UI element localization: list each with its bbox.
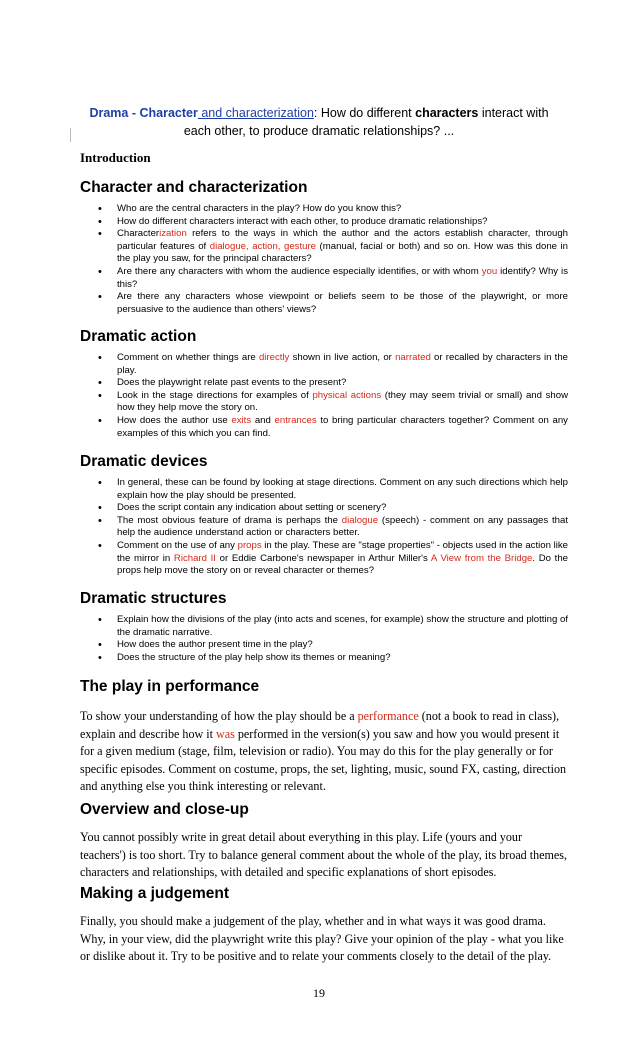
bullet-icon: • — [98, 377, 102, 390]
list-item-text: to bring particular characters together? Comment on any examples of this which you can find. — [117, 414, 568, 439]
list-item — [80, 415, 568, 440]
list-item-text: Comment on whether things are — [117, 352, 259, 363]
section-judgement — [80, 884, 568, 966]
bullet-list — [80, 614, 568, 664]
bullet-icon: • — [98, 389, 102, 402]
highlight-text: entrances — [274, 414, 317, 426]
list-item — [80, 477, 568, 502]
title-line2: each other, to produce dramatic relationships? ... — [183, 124, 455, 138]
list-item — [80, 266, 568, 291]
bullet-icon: • — [98, 352, 102, 364]
section-character — [80, 178, 568, 316]
page-title — [84, 104, 554, 140]
paragraph — [80, 708, 568, 796]
highlight-text: ization — [159, 228, 187, 240]
title-characters: characters — [415, 106, 479, 120]
highlight-text: exits — [231, 414, 252, 426]
bullet-icon: • — [98, 414, 102, 427]
list-item-text: and — [251, 414, 275, 426]
highlight-text: you — [481, 265, 498, 277]
list-item-text: identify? Why is this? — [117, 265, 568, 290]
list-item-text: Look in the stage directions for examples of — [117, 389, 313, 401]
bullet-icon: • — [98, 477, 102, 489]
bullet-icon: • — [98, 502, 102, 515]
bullet-icon: • — [98, 614, 102, 626]
list-item-text: How does the author use — [117, 414, 232, 426]
title-separator: - — [128, 106, 140, 120]
highlight-text: dialogue, action, gesture — [209, 240, 317, 252]
list-item-text: Explain how the divisions of the play (into acts and scenes, for example) show the structure and plotting of the dramatic narrative. — [117, 614, 568, 638]
list-item — [80, 540, 568, 578]
list-item-text: (they may seem trivial or small) and show how they help move the story on. — [117, 389, 568, 414]
section-action — [80, 327, 568, 440]
section-overview — [80, 800, 568, 882]
highlight-text: Richard II — [173, 552, 216, 564]
bullet-list — [80, 203, 568, 316]
list-item — [80, 228, 568, 266]
list-item-text: or recalled by characters in the play. — [117, 352, 568, 376]
highlight-text: dialogue — [341, 514, 379, 526]
highlight-text: performance — [357, 709, 419, 723]
paragraph-text: performed in the version(s) you saw and how you would present it for a given medium (stage, film, television or radio). You may do this for the play generally or for specific episodes. Comment on costume, props, the set, lighting, music, sound FX, casting, direction and anything else you think interesting or relevant. — [80, 726, 567, 794]
section-heading: Making a judgement — [80, 885, 229, 902]
bullet-icon: • — [98, 291, 102, 304]
list-item-text: Who are the central characters in the play? How do you know this? — [117, 203, 402, 214]
highlight-text: props — [237, 539, 262, 551]
list-item-text: In general, these can be found by looking at stage directions. Comment on any such directions which help explain how the play should be presented. — [117, 477, 568, 501]
list-item — [80, 639, 568, 652]
list-item — [80, 377, 568, 390]
introduction-heading: Introduction — [80, 150, 151, 165]
bullet-icon: • — [98, 514, 102, 527]
bullet-icon: • — [98, 539, 102, 552]
list-item — [80, 614, 568, 639]
section-heading: The play in performance — [80, 678, 260, 695]
section-structures — [80, 589, 568, 664]
highlight-text: physical actions — [312, 389, 382, 401]
highlight-text: directly — [258, 352, 290, 363]
list-item-text: Does the script contain any indication about setting or scenery? — [117, 502, 387, 514]
list-item-text: Character — [117, 228, 160, 240]
section-heading: Overview and close-up — [80, 801, 249, 818]
bullet-icon: • — [98, 265, 102, 278]
list-item — [80, 216, 568, 229]
page-number: 19 — [313, 986, 325, 1000]
highlight-text: narrated — [395, 352, 431, 363]
section-heading: Dramatic structures — [80, 590, 227, 607]
list-item — [80, 291, 568, 316]
section-heading: Dramatic action — [80, 328, 197, 345]
list-item-text: How do different characters interact with each other, to produce dramatic relationships? — [117, 215, 488, 227]
bullet-icon: • — [98, 639, 102, 652]
list-item-text: in the play. These are "stage properties" - objects used in the action like the mirror in — [117, 539, 568, 564]
section-heading: Dramatic devices — [80, 453, 208, 470]
list-item-text: (manual, facial or both) and so on. How was this done in the play you saw, for the principal characters? — [117, 240, 568, 265]
section-devices — [80, 452, 568, 578]
title-question-pre: : How do different — [313, 106, 416, 120]
list-item-text: or Eddie Carbone's newspaper in Arthur Miller's — [215, 552, 431, 564]
bullet-icon: • — [98, 215, 102, 228]
list-item-text: Does the playwright relate past events to the present? — [117, 377, 347, 389]
list-item — [80, 390, 568, 415]
bullet-list — [80, 477, 568, 578]
bullet-icon: • — [98, 203, 102, 215]
margin-mark — [70, 128, 71, 142]
paragraph-text: (not a book to read in class), explain and describe how it — [80, 709, 560, 741]
section-performance — [80, 677, 568, 796]
list-item — [80, 652, 568, 665]
list-item-text: refers to the ways in which the author and the actors establish character, through particular features of — [117, 228, 568, 252]
bullet-list — [80, 352, 568, 440]
list-item-text: Comment on the use of any — [117, 539, 238, 551]
list-item-text: (speech) - comment on any passages that help the audience understand action or characters better. — [117, 514, 568, 539]
list-item-text: The most obvious feature of drama is perhaps the — [117, 514, 342, 526]
list-item-text: Does the structure of the play help show its themes or meaning? — [117, 651, 391, 663]
paragraph: Finally, you should make a judgement of the play, whether and in what ways it was good drama. Why, in your view, did the playwright write this play? Give your opinion of the play - what you like or dislike about it. Try to be positive and to relate your comments closely to the detail of the play. — [80, 914, 564, 964]
list-item — [80, 502, 568, 515]
characterization-link[interactable]: and characterization — [197, 106, 314, 120]
paragraph: You cannot possibly write in great detail about everything in this play. Life (yours and your teachers') is too short. Try to balance general comment about the whole of the play, its broad themes, characters and relationships, with detailed and specific explanations of short episodes. — [80, 830, 568, 880]
list-item — [80, 352, 568, 377]
highlight-text: was — [216, 726, 235, 741]
list-item — [80, 515, 568, 540]
list-item-text: Are there any characters with whom the audience especially identifies, or with whom — [117, 265, 482, 277]
section-heading: Character and characterization — [80, 179, 308, 196]
drama-link[interactable]: Drama — [89, 106, 129, 120]
title-question-post: interact with — [478, 106, 549, 120]
list-item-text: shown in live action, or — [289, 352, 396, 363]
bullet-icon: • — [98, 228, 102, 241]
list-item-text: Are there any characters whose viewpoint or beliefs seem to be those of the playwright, or more persuasive to the audience than others' views? — [117, 291, 568, 315]
list-item-text: How does the author present time in the play? — [117, 639, 313, 651]
bullet-icon: • — [98, 651, 102, 664]
character-link[interactable]: Character — [139, 106, 198, 120]
highlight-text: A View from the Bridge — [430, 552, 533, 564]
list-item — [80, 203, 568, 216]
list-item-text: . Do the props help move the story on or reveal character or themes? — [117, 552, 568, 577]
paragraph-text: To show your understanding of how the play should be a — [80, 709, 358, 723]
